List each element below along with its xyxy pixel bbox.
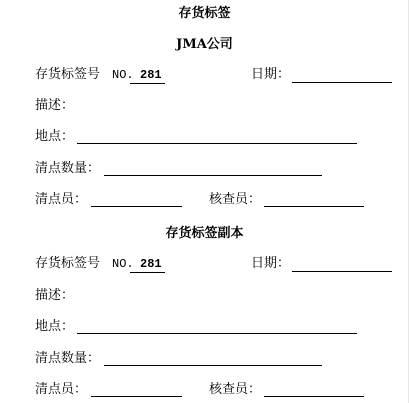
copy-tag-number-underline	[130, 272, 165, 273]
quantity-label: 清点数量：	[35, 161, 101, 176]
copy-tag-number-prefix: NO.	[112, 257, 134, 271]
copy-counter-label: 清点员：	[35, 382, 88, 397]
copy-tag-number-value: 281	[140, 257, 162, 271]
tag-title: 存货标签	[178, 6, 231, 21]
tag-copy-title: 存货标签副本	[165, 226, 244, 241]
company-name: JMA公司	[176, 37, 233, 52]
tag-number-value: 281	[140, 68, 162, 82]
checker-field[interactable]	[264, 206, 364, 207]
quantity-field[interactable]	[104, 175, 322, 176]
copy-date-label: 日期：	[251, 256, 291, 271]
copy-date-field[interactable]	[292, 271, 392, 272]
tag-number-underline	[130, 83, 165, 84]
copy-counter-field[interactable]	[91, 396, 182, 397]
copy-quantity-field[interactable]	[104, 365, 322, 366]
copy-description-label: 描述：	[35, 288, 75, 303]
copy-location-label: 地点：	[35, 319, 75, 334]
counter-field[interactable]	[91, 206, 182, 207]
location-label: 地点：	[35, 129, 75, 144]
copy-tag-number-label: 存货标签号	[35, 256, 101, 271]
copy-checker-label: 核查员：	[209, 382, 262, 397]
location-field[interactable]	[77, 143, 357, 144]
date-field[interactable]	[292, 82, 392, 83]
counter-label: 清点员：	[35, 192, 88, 207]
tag-number-prefix: NO.	[112, 68, 134, 82]
checker-label: 核查员：	[209, 192, 262, 207]
copy-checker-field[interactable]	[264, 396, 364, 397]
tag-number-label: 存货标签号	[35, 67, 101, 82]
description-label: 描述：	[35, 98, 75, 113]
date-label: 日期：	[251, 67, 291, 82]
copy-location-field[interactable]	[77, 333, 357, 334]
copy-quantity-label: 清点数量：	[35, 351, 101, 366]
